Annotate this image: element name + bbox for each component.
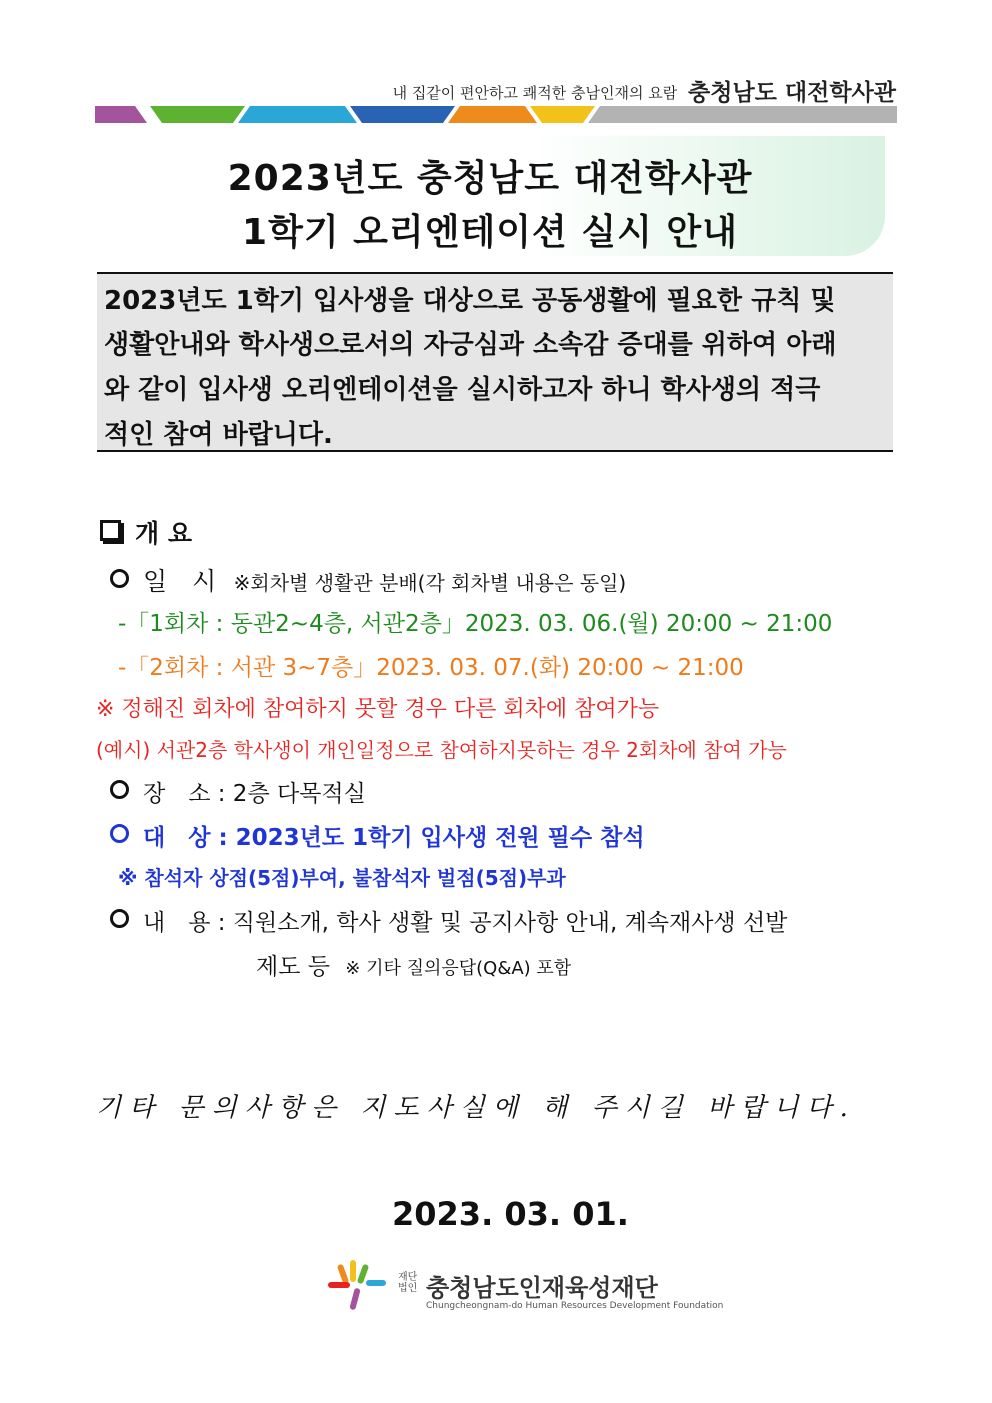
closing-text: 기타 문의사항은 지도사실에 해 주시길 바랍니다. — [96, 1093, 856, 1123]
intro-line: 적인 참여 바랍니다. — [104, 420, 333, 450]
org-name: 충청남도인재육성재단 — [426, 1274, 658, 1302]
intro-line: 와 같이 입사생 오리엔테이션을 실시하고자 하니 학사생의 적극 — [104, 375, 821, 405]
place-row — [110, 775, 366, 808]
schedule-note: ※회차별 생활관 분배(각 회차별 내용은 동일) — [233, 571, 627, 595]
brand-name: 충청남도 대전학사관 — [688, 80, 896, 106]
foundation-logo-icon — [326, 1258, 388, 1312]
slogan-text: 내 집같이 편안하고 쾌적한 충남인재의 요람 — [392, 84, 678, 102]
place-text: 장 소 : 2층 다목적실 — [143, 781, 366, 807]
circle-bullet-icon — [110, 569, 129, 588]
content-text-2: 제도 등 — [256, 954, 330, 980]
header-slogan — [393, 74, 896, 107]
intro-line: 생활안내와 학사생으로서의 자긍심과 소속감 증대를 위하여 아래 — [104, 330, 837, 360]
session-2: -「2회차 : 서관 3~7층」2023. 03. 07.(화) 20:00 ~ 21:00 — [118, 655, 744, 681]
title-line-1: 2023년도 충청남도 대전학사관 — [227, 158, 753, 199]
circle-bullet-icon — [110, 824, 129, 843]
overview-heading — [100, 514, 192, 550]
org-english: Chungcheongnam-do Human Resources Development Foundation — [426, 1301, 724, 1311]
content-note: ※ 기타 질의응답(Q&A) 포함 — [345, 958, 572, 979]
content-row-2 — [256, 948, 571, 981]
circle-bullet-icon — [110, 909, 129, 928]
target-note: ※ 참석자 상점(5점)부여, 불참석자 벌점(5점)부과 — [118, 866, 566, 890]
org-prefix-1: 재단 — [398, 1272, 418, 1283]
notice-1: ※ 정해진 회차에 참여하지 못할 경우 다른 회차에 참여가능 — [96, 697, 660, 722]
schedule-label: 일 시 — [143, 567, 217, 596]
target-row — [110, 819, 645, 852]
notice-2: (예시) 서관2층 학사생이 개인일정으로 참여하지못하는 경우 2회차에 참여 가능 — [96, 738, 787, 762]
color-stripe — [95, 106, 897, 123]
session-1: -「1회차 : 동관2~4층, 서관2층」2023. 03. 06.(월) 20:00 ~ 21:00 — [118, 611, 833, 637]
content-text: 내 용 : 직원소개, 학사 생활 및 공지사항 안내, 계속재사생 선발 — [143, 910, 788, 936]
document-date: 2023. 03. 01. — [392, 1195, 629, 1233]
circle-bullet-icon — [110, 780, 129, 799]
target-text: 대 상 : 2023년도 1학기 입사생 전원 필수 참석 — [143, 825, 645, 851]
org-prefix-2: 법인 — [398, 1283, 418, 1294]
schedule-row — [110, 562, 626, 598]
org-prefix — [398, 1272, 417, 1294]
checkbox-square-icon — [100, 520, 121, 541]
title-line-2: 1학기 오리엔테이션 실시 안내 — [242, 212, 738, 253]
content-row — [110, 904, 787, 937]
overview-heading-text: 개 요 — [135, 519, 193, 548]
intro-line: 2023년도 1학기 입사생을 대상으로 공동생활에 필요한 규칙 및 — [104, 286, 836, 316]
